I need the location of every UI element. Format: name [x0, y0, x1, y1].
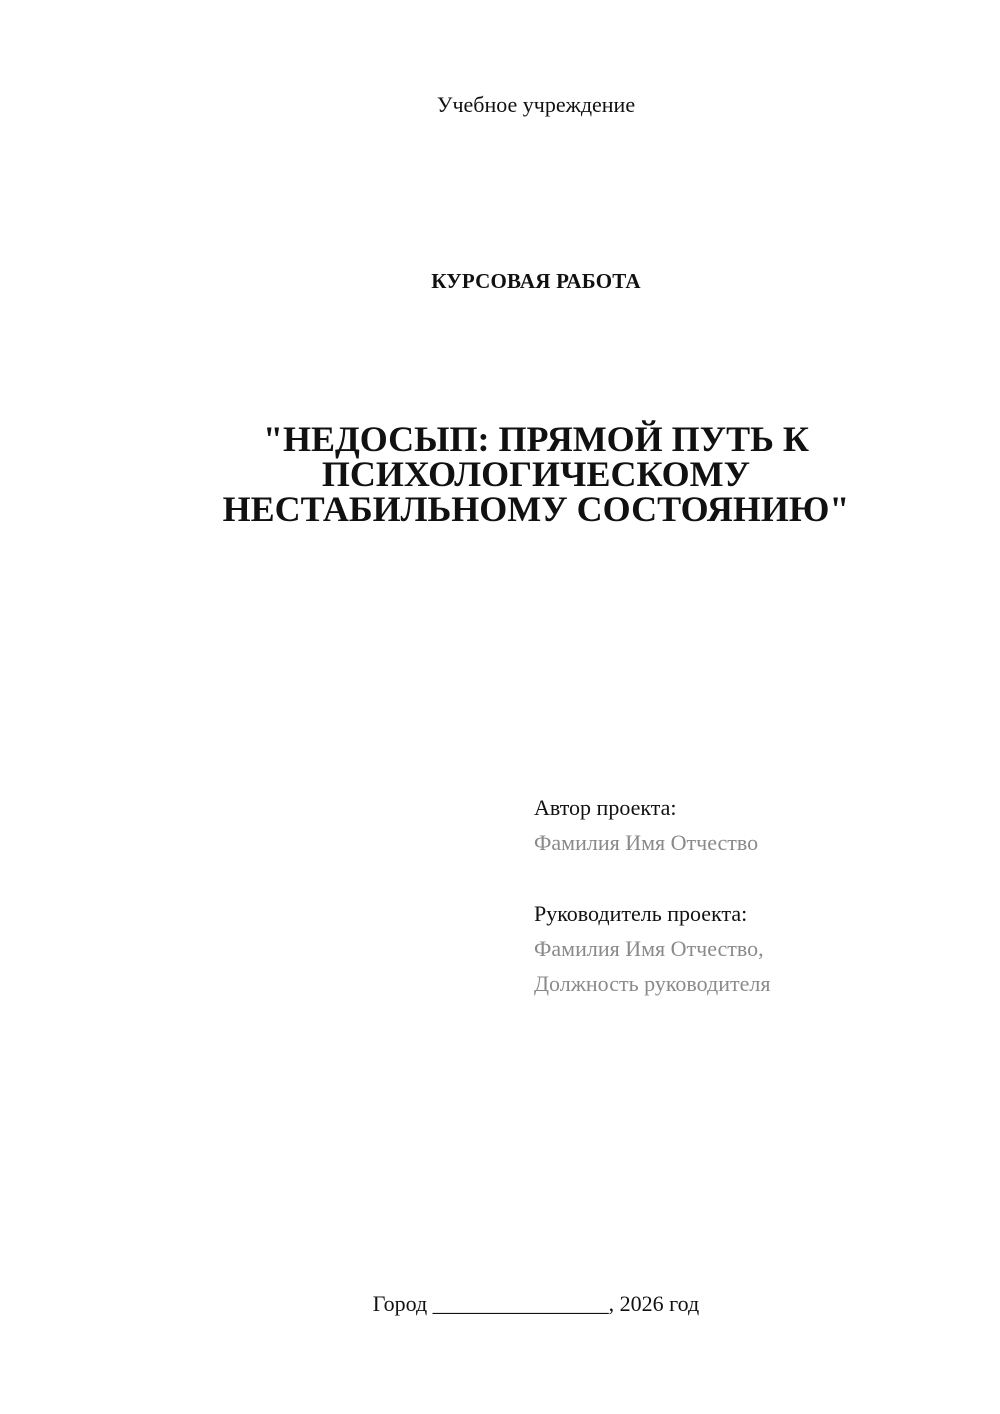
supervisor-name: Фамилия Имя Отчество, — [534, 936, 764, 961]
document-type: КУРСОВАЯ РАБОТА — [431, 269, 641, 293]
supervisor-label: Руководитель проекта: — [534, 901, 748, 926]
institution-name: Учебное учреждение — [436, 92, 636, 117]
author-name: Фамилия Имя Отчество — [534, 830, 759, 855]
work-title-line-1: "НЕДОСЫП: ПРЯМОЙ ПУТЬ К — [262, 419, 810, 459]
work-title-line-3: НЕСТАБИЛЬНОМУ СОСТОЯНИЮ" — [222, 489, 850, 529]
city-year-line: Город ________________, 2026 год — [372, 1291, 700, 1316]
project-info — [534, 790, 954, 1001]
work-title-line-2: ПСИХОЛОГИЧЕСКОМУ — [321, 454, 751, 494]
author-label: Автор проекта: — [534, 795, 677, 820]
work-title — [130, 419, 942, 529]
supervisor-position: Должность руководителя — [534, 971, 771, 996]
